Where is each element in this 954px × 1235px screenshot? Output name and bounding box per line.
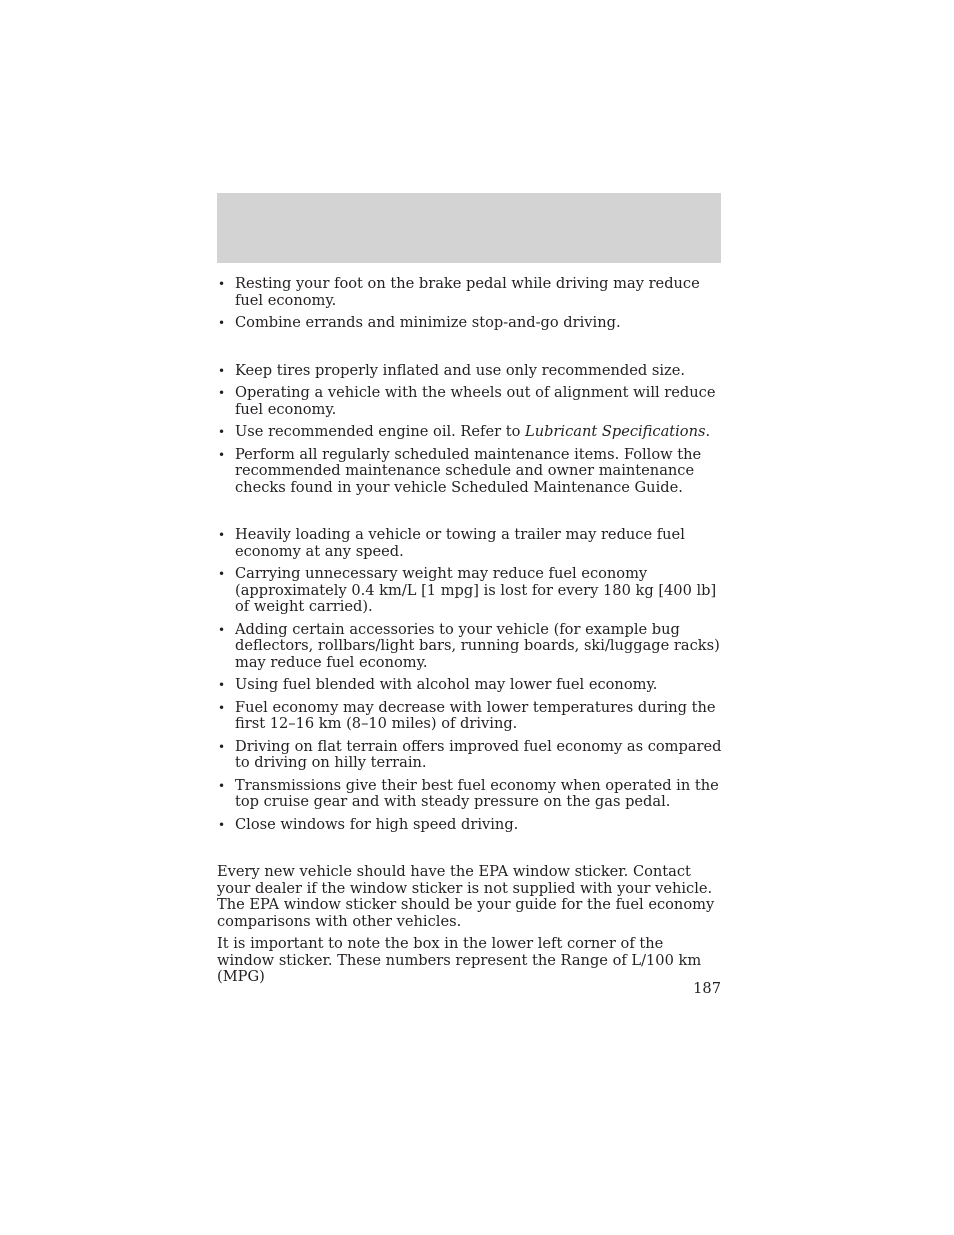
list-item [217,677,725,694]
page-content [217,276,725,992]
bullet-icon: • [218,316,226,330]
bullet-icon: • [218,678,226,692]
list-item-text: Perform all regularly scheduled maintenance items. Follow the recommended maintenance schedule and owner maintenance checks found in your vehicle Scheduled Maintenance Guide. [235,445,702,496]
list-item [217,817,725,834]
list-item [217,778,725,811]
bullet-icon: • [218,778,226,793]
list-item [217,363,725,380]
list-item-text: Heavily loading a vehicle or towing a trailer may reduce fuel economy at any speed. [235,526,685,560]
list-item [217,739,725,772]
list-item-text: Transmissions give their best fuel economy when operated in the top cruise gear and with steady pressure on the gas pedal. [235,776,719,810]
list-item [217,424,725,441]
list-item [217,622,725,672]
group-spacer [217,839,725,864]
bullet-icon: • [218,425,226,439]
list-item [217,566,725,616]
list-item-text: Adding certain accessories to your vehicle (for example bug deflectors, rollbars/light bars, running boards, ski/luggage racks) may reduce fuel economy. [235,620,720,671]
bullet-icon: • [218,363,226,378]
list-item-text: Combine errands and minimize stop-and-go driving. [235,314,621,331]
list-item-text-after: . [705,423,711,440]
bullet-icon: • [218,528,226,542]
list-item-text: Close windows for high speed driving. [235,815,519,833]
bullet-icon: • [218,447,226,462]
epa-sticker-paragraph: Every new vehicle should have the EPA window sticker. Contact your dealer if the window sticker is not supplied with your vehicle. The EPA window sticker should be your guide for the fuel economy comparisons with other vehicles. [217,863,715,930]
page-number: 187 [693,980,721,997]
list-item [217,315,725,332]
section-header-band [217,193,721,263]
list-item-text: Using fuel blended with alcohol may lower fuel economy. [235,676,658,693]
bullet-icon: • [218,817,226,832]
bullet-icon: • [218,700,226,715]
bullet-icon: • [218,567,226,581]
lubricant-specifications-reference: Lubricant Specifications [525,423,706,440]
list-item-text: Driving on flat terrain offers improved fuel economy as compared to driving on hilly terrain. [235,737,722,771]
window-sticker-box-paragraph: It is important to note the box in the lower left corner of the window sticker. These numbers represent the Range of L/100 km (MPG) [217,935,702,985]
list-item-text: Keep tires properly inflated and use only recommended size. [235,361,685,379]
bullet-icon: • [218,622,226,637]
list-item-text: Resting your foot on the brake pedal while driving may reduce fuel economy. [235,275,700,309]
list-item-text-before: Use recommended engine oil. Refer to [235,423,525,440]
bullet-icon: • [218,386,226,400]
list-item [217,276,725,309]
group-spacer [217,502,725,527]
bullet-icon: • [218,739,226,754]
list-item [217,447,725,497]
group-spacer [217,338,725,363]
tips-list-conditions [217,527,725,833]
list-item-text: Carrying unnecessary weight may reduce fuel economy (approximately 0.4 km/L [1 mpg] is lost for every 180 kg [400 lb] of weight carried). [235,565,717,615]
tips-list-driving [217,276,725,332]
list-item [217,700,725,733]
tips-list-maintenance [217,363,725,497]
list-item [217,385,725,418]
bullet-icon: • [218,277,226,291]
list-item [217,527,725,560]
list-item-text: Operating a vehicle with the wheels out of alignment will reduce fuel economy. [235,384,716,418]
list-item-text: Fuel economy may decrease with lower temperatures during the first 12–16 km (8–10 miles) of driving. [235,698,716,732]
